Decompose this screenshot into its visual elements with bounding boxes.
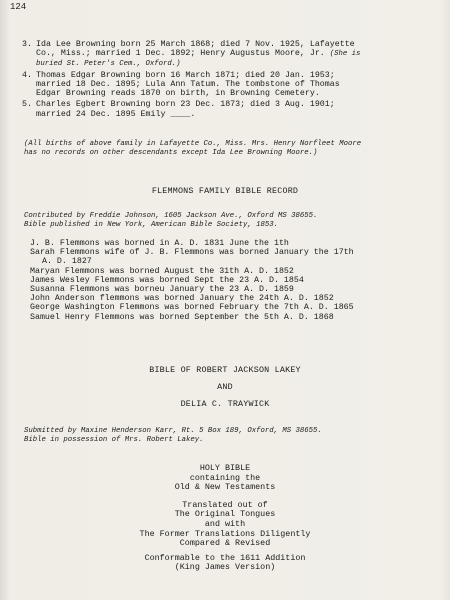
contrib-line: Contributed by Freddie Johnson, 1605 Jackson Ave., Oxford MS 38655. bbox=[24, 212, 318, 220]
entry-number: 4. bbox=[22, 70, 32, 80]
contrib-line: Bible published in New York, American Bible Society, 1853. bbox=[24, 220, 278, 229]
record-line: A. D. 1827 bbox=[42, 257, 92, 267]
entry-number: 3. bbox=[22, 40, 32, 49]
title-page-line: Compared & Revised bbox=[179, 538, 271, 549]
entry-note: buried St. Peter's Cem., Oxford.) bbox=[36, 59, 181, 68]
lakey-title: BIBLE OF ROBERT JACKSON LAKEY bbox=[149, 365, 301, 375]
title-page-line: HOLY BIBLE bbox=[199, 463, 251, 473]
record-line: Susanna Flemmons was borneu January the 23 A. D. 1859 bbox=[30, 285, 294, 295]
bible-title-page bbox=[0, 464, 450, 573]
record-line: J. B. Flemmons was borned in A. D. 1831 June the 1th bbox=[30, 239, 289, 248]
lakey-title-spouse: DELIA C. TRAYWICK bbox=[180, 399, 270, 409]
flemmons-contribution bbox=[24, 212, 444, 230]
flemmons-title: FLEMMONS FAMILY BIBLE RECORD bbox=[151, 186, 299, 196]
entry-4 bbox=[22, 71, 442, 99]
title-page-line: containing the bbox=[189, 472, 261, 483]
page-number: 124 bbox=[10, 2, 27, 12]
note-line: (All births of above family in Lafayette Co., Miss. Mrs. Henry Norfleet Moore bbox=[24, 140, 362, 148]
title-page-line: The Former Translations Diligently bbox=[139, 528, 311, 539]
title-page-line: Conformable to the 1611 Addition bbox=[144, 552, 306, 563]
lakey-contribution bbox=[24, 427, 444, 445]
entry-line: Ida Lee Browning born 25 March 1868; died 7 Nov. 1925, Lafayette bbox=[36, 40, 355, 49]
entry-number: 5. bbox=[22, 100, 32, 110]
flemmons-records bbox=[30, 239, 445, 322]
title-page-line: Translated out of bbox=[182, 499, 268, 510]
record-line: George Washington Flemmons was borned February the 7th A. D. 1865 bbox=[30, 303, 354, 313]
entry-line: Co., Miss.; married 1 Dec. 1892; Henry Augustus Moore, Jr. bbox=[36, 49, 325, 59]
note-line: has no records on other descendants except Ida Lee Browning Moore.) bbox=[24, 148, 318, 157]
title-page-line: (King James Version) bbox=[174, 562, 276, 573]
entry-note: (She is bbox=[329, 50, 361, 59]
entry-line: married 18 Dec. 1895; Lula Ann Tatum. The tombstone of Thomas bbox=[36, 80, 340, 90]
title-page-line: The Original Tongues bbox=[174, 509, 276, 520]
title-page-line: Old & New Testaments bbox=[174, 482, 276, 493]
entry-5 bbox=[22, 100, 442, 119]
browning-entries bbox=[22, 40, 442, 120]
entry-line: Edgar Browning reads 1870 on birth, in Browning Cemetery. bbox=[36, 89, 320, 99]
entry-line: Thomas Edgar Browning born 16 March 1871; died 20 Jan. 1953; bbox=[36, 70, 335, 80]
title-page-line: and with bbox=[204, 518, 246, 529]
record-line: Maryan Flemmons was borned August the 31th A. D. 1852 bbox=[30, 266, 294, 276]
lakey-title-and: AND bbox=[217, 382, 233, 392]
contrib-line: Bible in possession of Mrs. Robert Lakey. bbox=[24, 435, 204, 444]
browning-note bbox=[24, 140, 442, 158]
contrib-line: Submitted by Maxine Henderson Karr, Rt. 5 Box 189, Oxford, MS 38655. bbox=[24, 427, 322, 435]
entry-3 bbox=[22, 40, 442, 69]
entry-line: married 24 Dec. 1895 Emily ____. bbox=[36, 109, 196, 119]
record-line: John Anderson flemmons was borned January the 24th A. D. 1852 bbox=[30, 294, 334, 304]
record-line: Samuel Henry Flemmons was borned September the 5th A. D. 1868 bbox=[30, 312, 334, 322]
record-line: Sarah Flemmons wife of J. B. Flemmons was borned January the 17th bbox=[30, 248, 354, 258]
record-line: James Wesley Flemmons was borned Sept the 23 A. D. 1854 bbox=[30, 275, 304, 285]
entry-line: Charles Egbert Browning born 23 Dec. 1873; died 3 Aug. 1901; bbox=[36, 100, 335, 110]
